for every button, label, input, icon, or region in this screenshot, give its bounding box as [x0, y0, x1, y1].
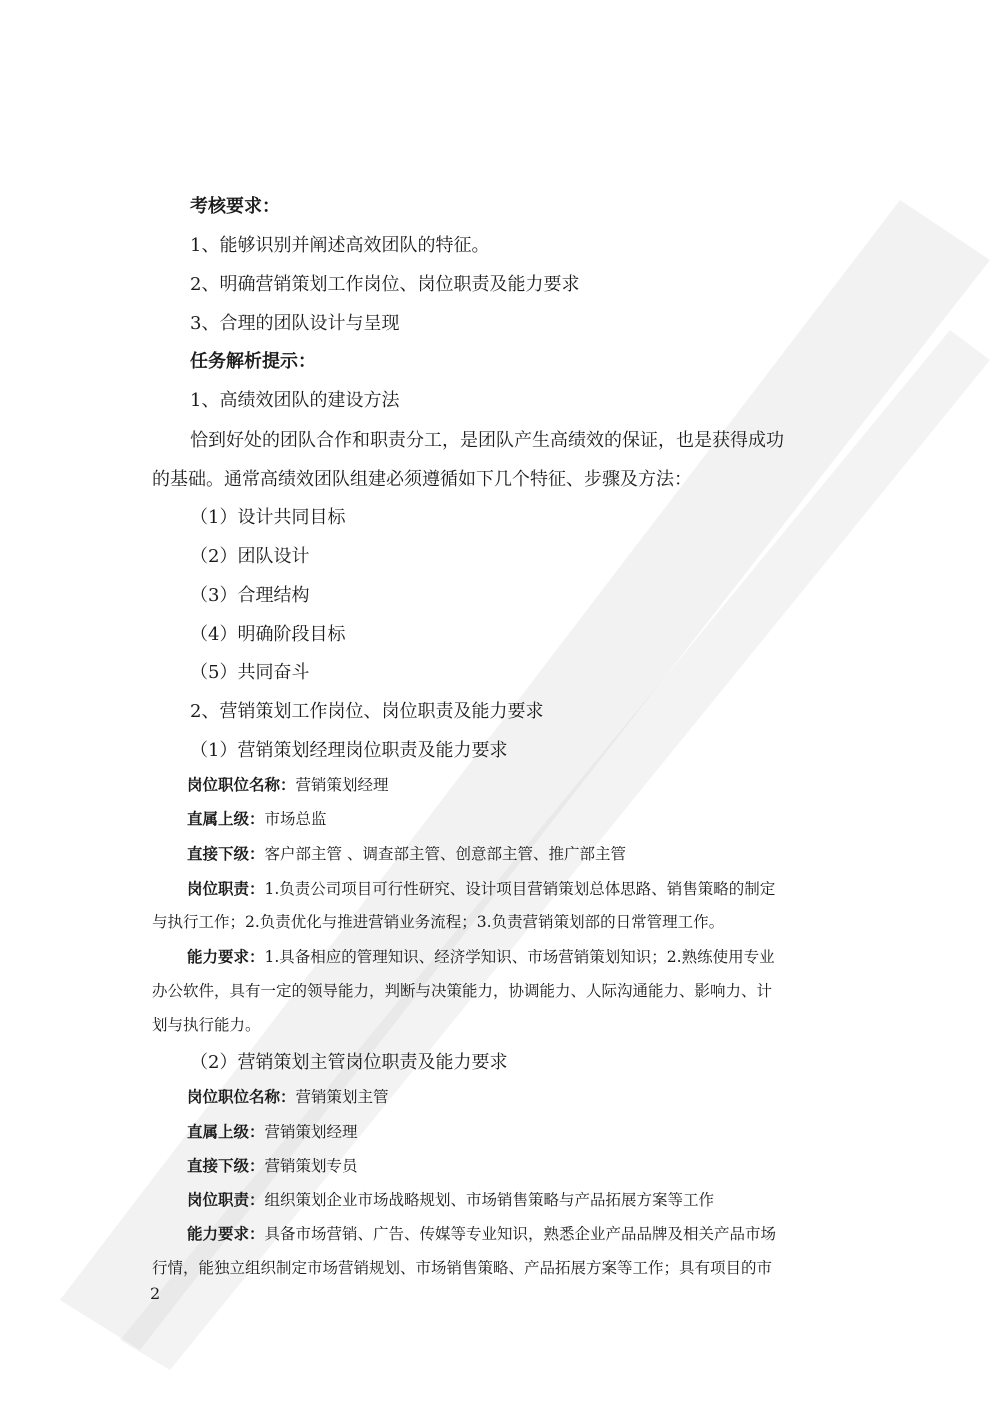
requirement-item: 3、合理的团队设计与呈现 [190, 313, 400, 334]
field-value: 营销策划专员 [264, 1157, 358, 1175]
field-label: 直接下级： [187, 845, 265, 863]
field-value: 具备市场营销、广告、传媒等专业知识，熟悉企业产品品牌及相关产品市场 [264, 1225, 777, 1243]
field-value: 组织策划企业市场战略规划、市场销售策略与产品拓展方案等工作 [264, 1191, 715, 1209]
paragraph-line: 恰到好处的团队合作和职责分工，是团队产生高绩效的保证，也是获得成功 [190, 430, 784, 451]
field-label: 能力要求： [187, 1225, 265, 1243]
role-title: （2）营销策划主管岗位职责及能力要求 [190, 1052, 508, 1073]
role-field [187, 1188, 714, 1210]
field-value: 市场总监 [264, 810, 327, 828]
role-field [187, 773, 389, 795]
section-title: 1、高绩效团队的建设方法 [190, 390, 400, 411]
paragraph-line: 的基础。通常高绩效团队组建必须遵循如下几个特征、步骤及方法： [152, 469, 692, 490]
field-label: 直属上级： [187, 810, 265, 828]
field-value: 营销策划经理 [295, 776, 389, 794]
requirement-item: 1、能够识别并阐述高效团队的特征。 [190, 235, 490, 256]
field-label: 直属上级： [187, 1123, 265, 1141]
step-item: （4）明确阶段目标 [190, 624, 346, 645]
step-item: （3）合理结构 [190, 585, 310, 606]
field-value: 营销策划主管 [295, 1088, 389, 1106]
role-field [187, 842, 626, 864]
field-value: 1.负责公司项目可行性研究、设计项目营销策划总体思路、销售策略的制定 [264, 880, 776, 898]
role-field [187, 945, 775, 967]
paragraph-line: 划与执行能力。 [152, 1016, 261, 1034]
field-label: 岗位职责： [187, 1191, 265, 1209]
paragraph-line: 行情，能独立组织制定市场营销规划、市场销售策略、产品拓展方案等工作；具有项目的市 [152, 1259, 773, 1277]
field-value: 营销策划经理 [264, 1123, 358, 1141]
step-item: （2）团队设计 [190, 546, 310, 567]
field-label: 能力要求： [187, 948, 265, 966]
field-value: 1.具备相应的管理知识、经济学知识、市场营销策划知识；2.熟练使用专业 [264, 948, 775, 966]
requirement-item: 2、明确营销策划工作岗位、岗位职责及能力要求 [190, 274, 580, 295]
page-number: 2 [150, 1284, 161, 1303]
role-field [187, 807, 327, 829]
field-label: 岗位职位名称： [187, 776, 296, 794]
role-field [187, 1154, 358, 1176]
field-label: 岗位职位名称： [187, 1088, 296, 1106]
section-title: 2、营销策划工作岗位、岗位职责及能力要求 [190, 701, 544, 722]
role-title: （1）营销策划经理岗位职责及能力要求 [190, 740, 508, 761]
role-field [187, 1085, 389, 1107]
heading-hints: 任务解析提示： [190, 351, 316, 372]
role-field [187, 877, 775, 899]
paragraph-line: 与执行工作；2.负责优化与推进营销业务流程；3.负责营销策划部的日常管理工作。 [152, 913, 725, 931]
field-value: 客户部主管 、调查部主管、创意部主管、推广部主管 [264, 845, 626, 863]
field-label: 岗位职责： [187, 880, 265, 898]
field-label: 直接下级： [187, 1157, 265, 1175]
step-item: （1）设计共同目标 [190, 507, 346, 528]
paragraph-line: 办公软件，具有一定的领导能力，判断与决策能力，协调能力、人际沟通能力、影响力、计 [152, 982, 773, 1000]
role-field [187, 1222, 776, 1244]
heading-requirements: 考核要求： [190, 196, 280, 217]
role-field [187, 1120, 358, 1142]
step-item: （5）共同奋斗 [190, 662, 310, 683]
